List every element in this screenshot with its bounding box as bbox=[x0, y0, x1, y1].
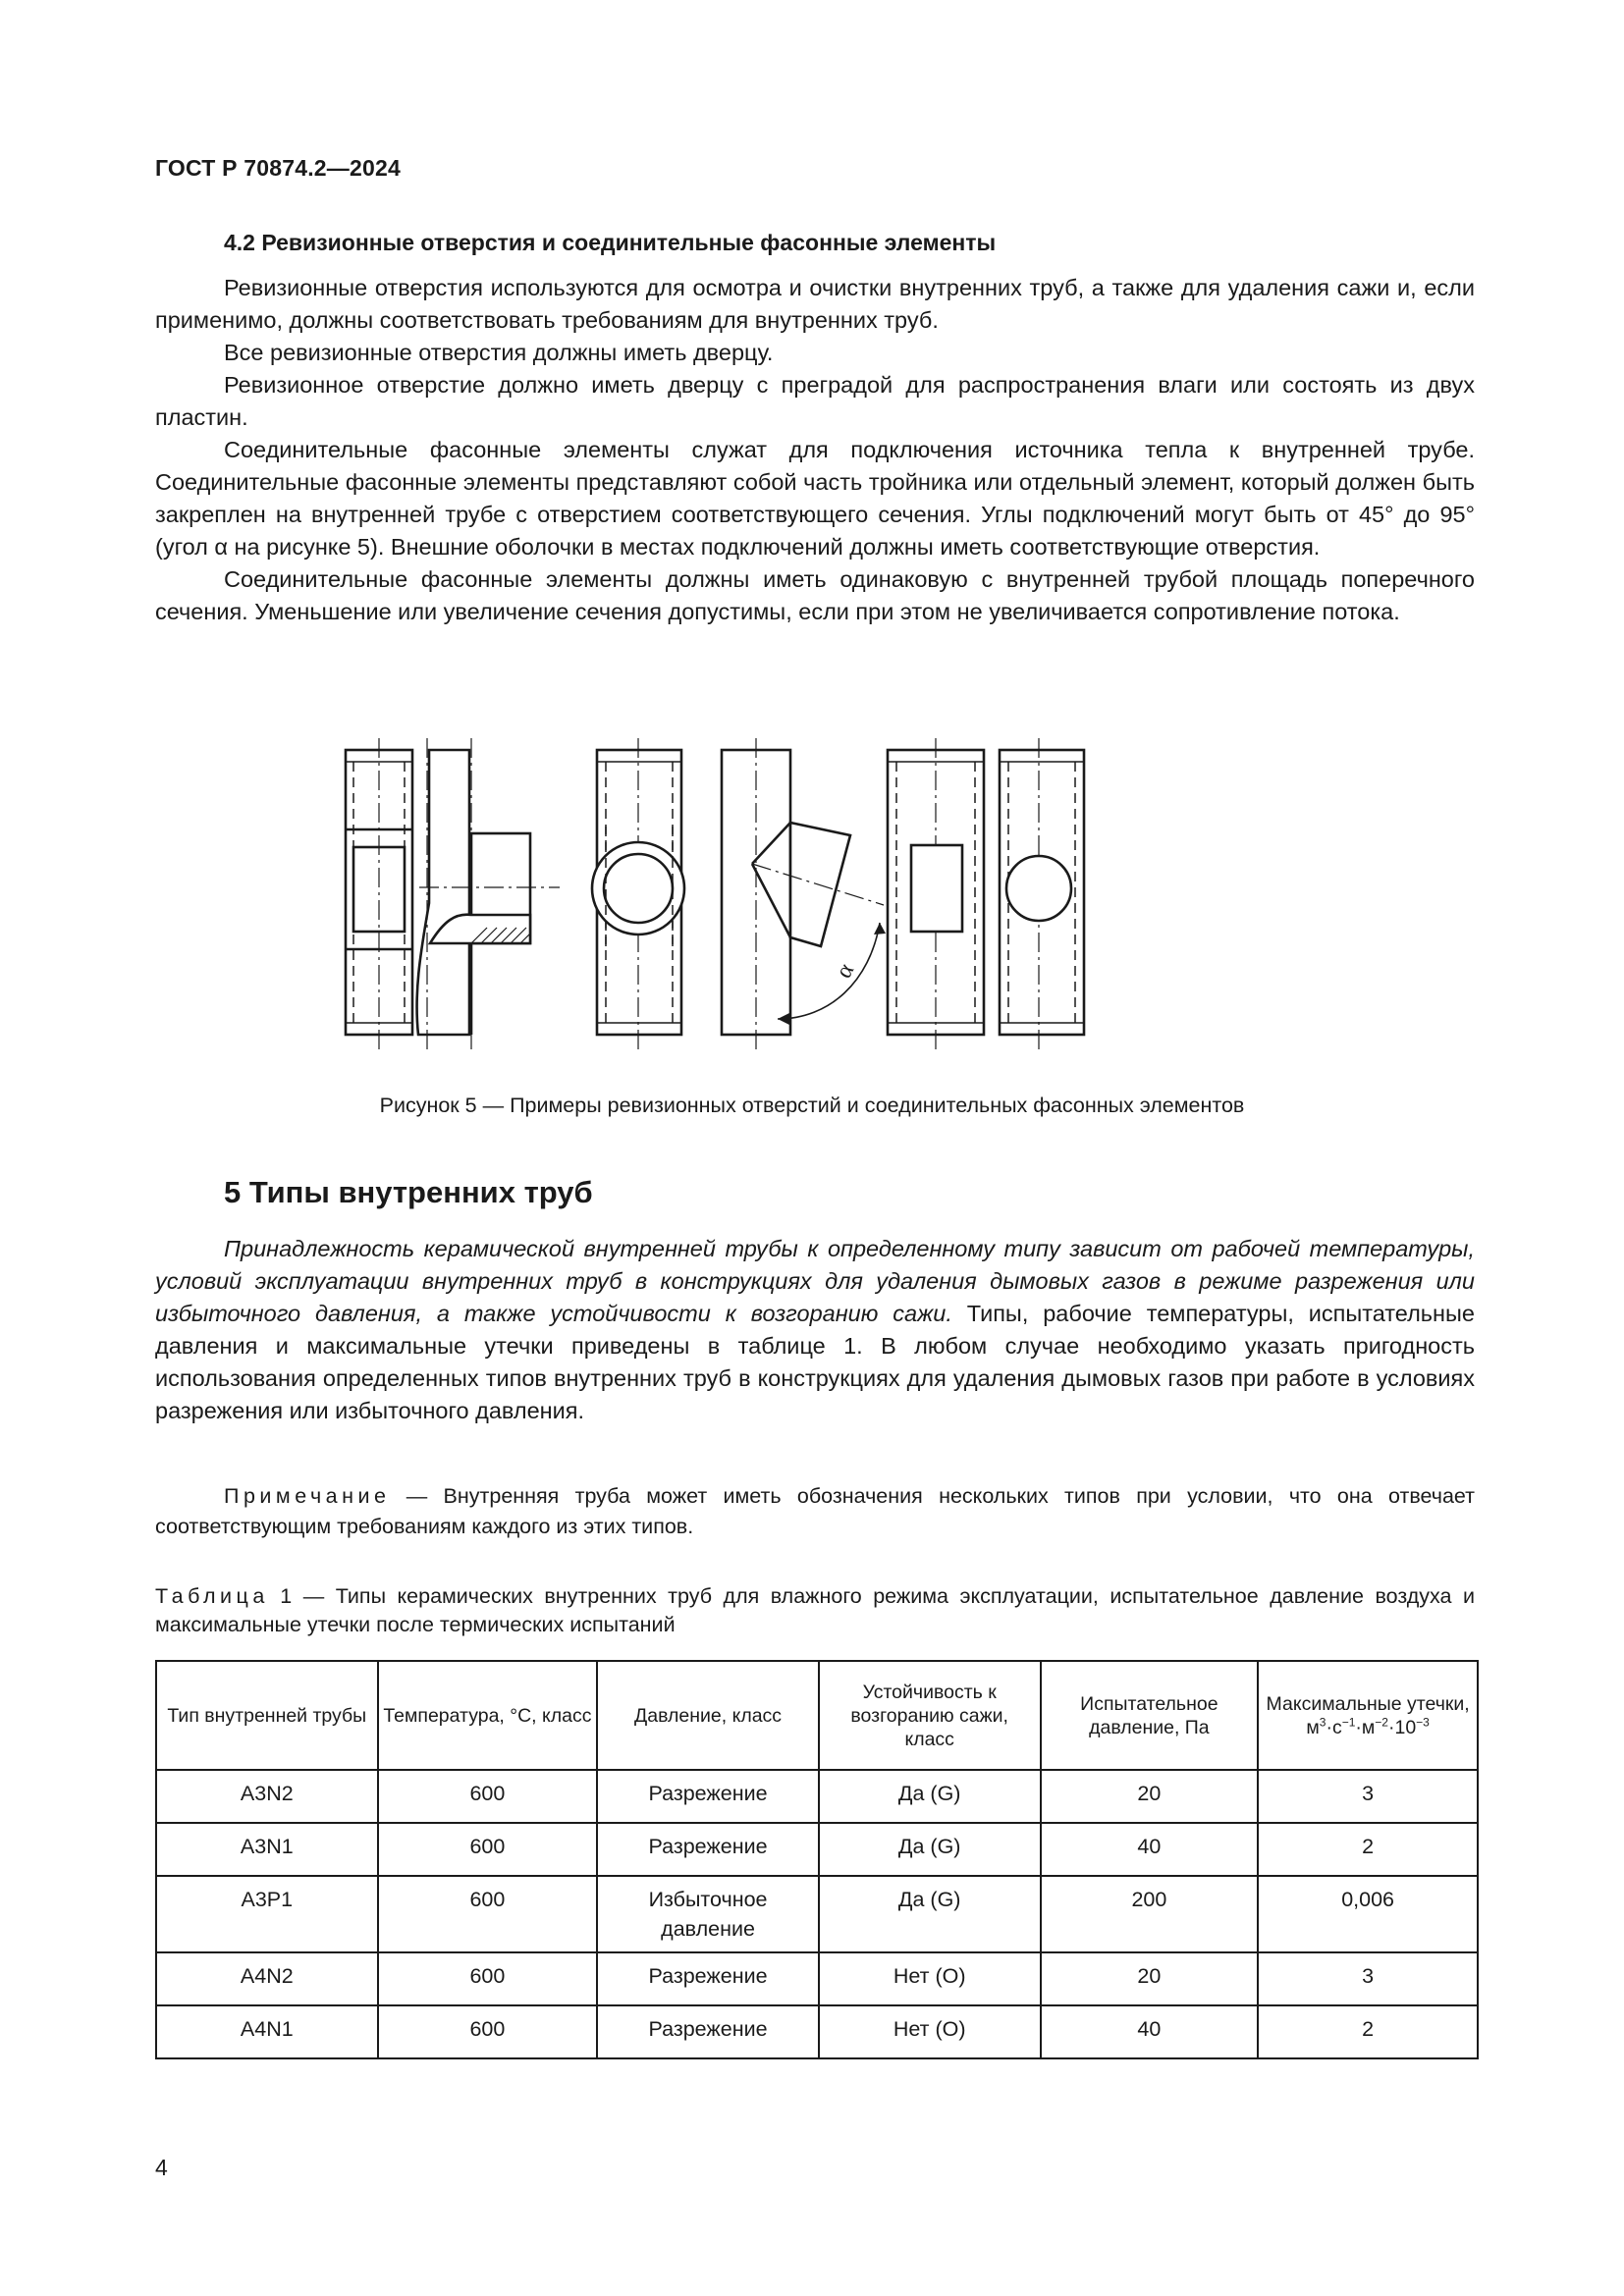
paragraph: Все ревизионные отверстия должны иметь дверцу. bbox=[224, 340, 774, 365]
cell-soot: Нет (O) bbox=[819, 2005, 1041, 2058]
paragraph bbox=[155, 1233, 1475, 1427]
cell-temp: 600 bbox=[378, 1770, 598, 1823]
cell-test: 200 bbox=[1041, 1876, 1259, 1952]
normal-text: Типы, рабочие температуры, испытательные давления и максимальные утечки приведены в таблице 1. В любом случае необходимо указать пригодность использования определенных типов внутренних труб в конструкциях для удаления дымовых газов при работе в условиях разрежения или избыточного давления. bbox=[155, 1301, 1475, 1423]
angle-alpha-label: α bbox=[831, 959, 860, 983]
table-1 bbox=[155, 1660, 1479, 2059]
table-caption-label: Таблица bbox=[155, 1584, 269, 1608]
cell-temp: 600 bbox=[378, 1876, 598, 1952]
cell-type: A4N2 bbox=[156, 1952, 378, 2005]
note-block bbox=[155, 1481, 1475, 1542]
cell-type: A3P1 bbox=[156, 1876, 378, 1952]
table-row bbox=[156, 2005, 1478, 2058]
cell-leak: 2 bbox=[1258, 1823, 1478, 1876]
cell-test: 20 bbox=[1041, 1952, 1259, 2005]
document-id-header: ГОСТ Р 70874.2—2024 bbox=[155, 155, 401, 181]
paragraph: Соединительные фасонные элементы должны иметь одинаковую с внутренней трубой площадь поперечного сечения. Уменьшение или увеличение сечения допустимы, если при этом не увеличивается сопротивление потока. bbox=[155, 566, 1475, 624]
cell-test: 20 bbox=[1041, 1770, 1259, 1823]
table-caption bbox=[155, 1582, 1475, 1639]
cell-type: A4N1 bbox=[156, 2005, 378, 2058]
header-pressure: Давление, класс bbox=[597, 1661, 819, 1770]
table-row bbox=[156, 1952, 1478, 2005]
drawing-tee-90 bbox=[417, 738, 560, 1054]
header-leak-title: Максимальные утечки, bbox=[1266, 1692, 1470, 1715]
table-header-row bbox=[156, 1661, 1478, 1770]
drawing-round-opening bbox=[1000, 738, 1084, 1054]
paragraph: Ревизионное отверстие должно иметь дверцу с преградой для распространения влаги или состоять из двух пластин. bbox=[155, 372, 1475, 430]
table-caption-text: 1 — Типы керамических внутренних труб для влажного режима эксплуатации, испытательное давление воздуха и максимальные утечки после термических испытаний bbox=[155, 1584, 1475, 1636]
cell-pressure: Разрежение bbox=[597, 1770, 819, 1823]
cell-leak: 2 bbox=[1258, 2005, 1478, 2058]
drawing-rect-opening bbox=[346, 738, 412, 1054]
cell-type: A3N1 bbox=[156, 1823, 378, 1876]
table-row bbox=[156, 1823, 1478, 1876]
header-leak bbox=[1258, 1661, 1478, 1770]
header-temperature: Температура, °С, класс bbox=[378, 1661, 598, 1770]
cell-pressure: Разрежение bbox=[597, 1823, 819, 1876]
cell-soot: Да (G) bbox=[819, 1876, 1041, 1952]
note-text: — Внутренняя труба может иметь обозначения нескольких типов при условии, что она отвечает соответствующим требованиям каждого из этих типов. bbox=[155, 1484, 1475, 1538]
cell-soot: Да (G) bbox=[819, 1823, 1041, 1876]
cell-temp: 600 bbox=[378, 2005, 598, 2058]
cell-pressure: Разрежение bbox=[597, 2005, 819, 2058]
cell-temp: 600 bbox=[378, 1823, 598, 1876]
paragraph: Соединительные фасонные элементы служат для подключения источника тепла к внутренней трубе. Соединительные фасонные элементы представляют собой часть тройника или отдельный элемент, который должен быть закреплен на внутренней трубе с отверстием соответствующего сечения. Углы подключений могут быть от 45° до 95° (угол α на рисунке 5). Внешние оболочки в местах подключений должны иметь соответствующие отверстия. bbox=[155, 437, 1475, 560]
cell-test: 40 bbox=[1041, 2005, 1259, 2058]
table-row bbox=[156, 1770, 1478, 1823]
figure-caption: Рисунок 5 — Примеры ревизионных отверстий и соединительных фасонных элементов bbox=[379, 1094, 1245, 1117]
pipe-types-table bbox=[155, 1660, 1479, 2059]
drawing-small-rect-opening bbox=[888, 738, 984, 1054]
cell-test: 40 bbox=[1041, 1823, 1259, 1876]
technical-drawing bbox=[324, 728, 1306, 1062]
header-type: Тип внутренней трубы bbox=[156, 1661, 378, 1770]
drawing-angled-branch bbox=[722, 738, 886, 1054]
table-row bbox=[156, 1876, 1478, 1952]
cell-soot: Нет (O) bbox=[819, 1952, 1041, 2005]
note-label: Примечание bbox=[224, 1484, 391, 1508]
cell-type: A3N2 bbox=[156, 1770, 378, 1823]
cell-soot: Да (G) bbox=[819, 1770, 1041, 1823]
cell-leak: 0,006 bbox=[1258, 1876, 1478, 1952]
section-heading-4-2: 4.2 Ревизионные отверстия и соединительные фасонные элементы bbox=[224, 230, 997, 255]
drawing-round-connection bbox=[592, 738, 684, 1054]
paragraph: Ревизионные отверстия используются для осмотра и очистки внутренних труб, а также для удаления сажи и, если применимо, должны соответствовать требованиям для внутренних труб. bbox=[155, 275, 1475, 333]
section-4-2-body bbox=[155, 272, 1475, 628]
section-5-body bbox=[155, 1233, 1475, 1427]
page-number: 4 bbox=[155, 2155, 168, 2180]
cell-pressure: Избыточное давление bbox=[597, 1876, 819, 1952]
chapter-heading-5: 5 Типы внутренних труб bbox=[224, 1175, 593, 1209]
header-leak-unit: $м^3\cdot с^{-1}\cdot м^{-2}\cdot 10^{-3}$ bbox=[1306, 1715, 1430, 1738]
italic-text: Принадлежность керамической внутренней трубы к определенному типу зависит от рабочей температуры, условий эксплуатации внутренних труб в конструкциях для удаления дымовых газов в режиме разрежения или избыточного давления, а также устойчивости к возгоранию сажи. bbox=[155, 1236, 1475, 1326]
cell-leak: 3 bbox=[1258, 1952, 1478, 2005]
header-test-pressure: Испытательное давление, Па bbox=[1041, 1661, 1259, 1770]
cell-pressure: Разрежение bbox=[597, 1952, 819, 2005]
cell-leak: 3 bbox=[1258, 1770, 1478, 1823]
cell-temp: 600 bbox=[378, 1952, 598, 2005]
note-paragraph bbox=[155, 1481, 1475, 1542]
figure-5-drawing bbox=[324, 728, 1306, 1062]
header-soot: Устойчивость к возгоранию сажи, класс bbox=[819, 1661, 1041, 1770]
